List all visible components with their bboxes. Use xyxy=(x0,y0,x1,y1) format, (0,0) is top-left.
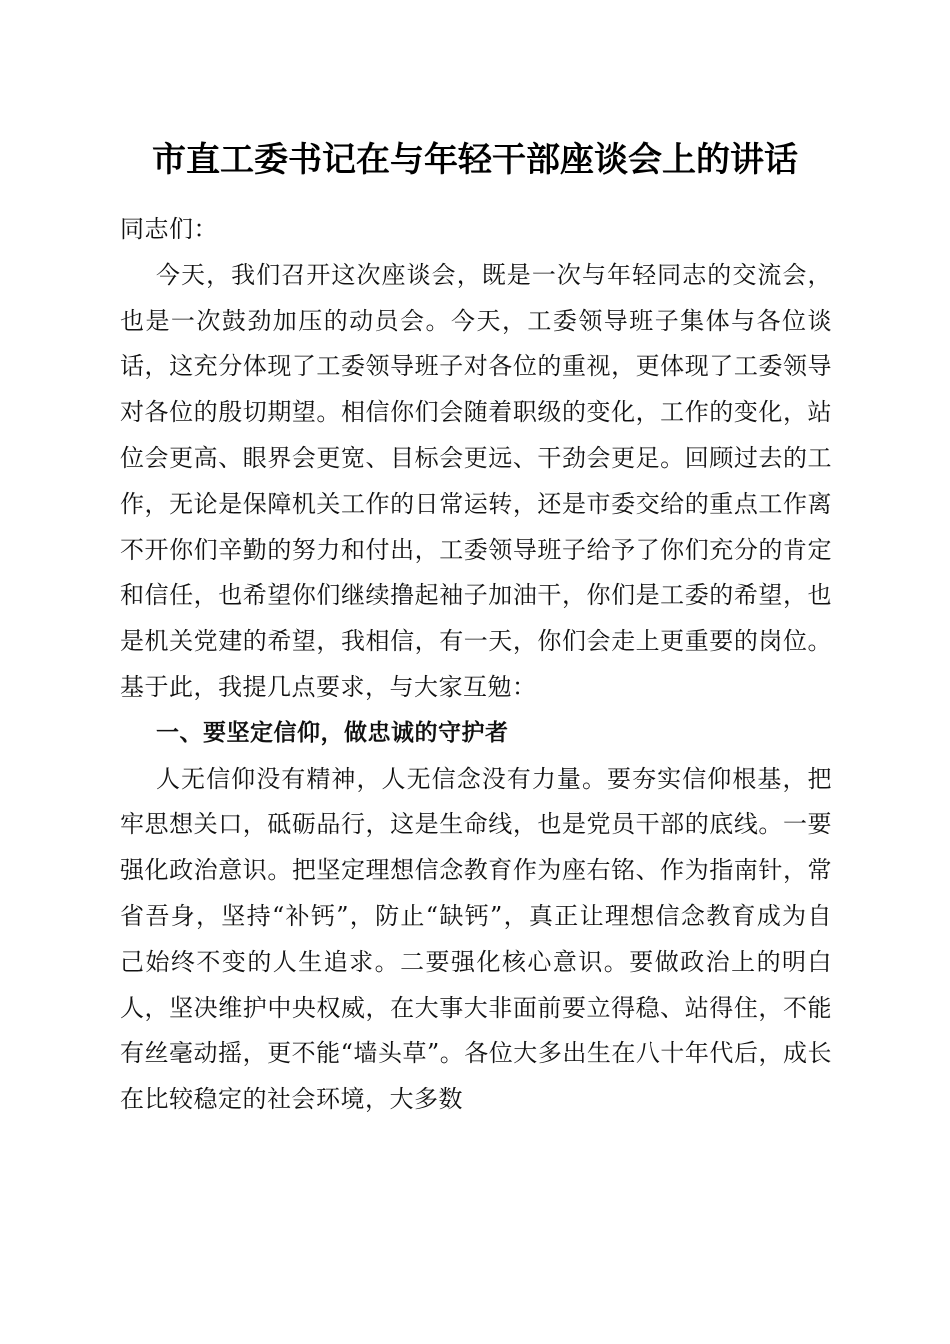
document-title: 市直工委书记在与年轻干部座谈会上的讲话 xyxy=(152,140,798,180)
section-heading-1: 一、要坚定信仰，做忠诚的守护者 xyxy=(156,719,509,746)
salutation: 同志们： xyxy=(120,215,218,243)
intro-paragraph: 今天，我们召开这次座谈会，既是一次与年轻同志的交流会，也是一次鼓劲加压的动员会。今天，工委领导班子集体与各位谈话，这充分体现了工委领导班子对各位的重视，更体现了工委领导对各位的殷切期望。相信你们会随着职级的变化，工作的变化，站位会更高、眼界会更宽、目标会更远、干劲会更足。回顾过去的工作，无论是保障机关工作的日常运转，还是市委交给的重点工作离不开你们辛勤的努力和付出，工委领导班子给予了你们充分的肯定和信任，也希望你们继续撸起袖子加油干，你们是工委的希望，也是机关党建的希望，我相信，有一天，你们会走上更重要的岗位。基于此，我提几点要求，与大家互勉： xyxy=(120,260,832,701)
section-1-paragraph: 人无信仰没有精神，人无信念没有力量。要夯实信仰根基，把牢思想关口，砥砺品行，这是生命线，也是党员干部的底线。一要强化政治意识。把坚定理想信念教育作为座右铭、作为指南针，常省吾身，坚持“补钙”，防止“缺钙”，真正让理想信念教育成为自己始终不变的人生追求。二要强化核心意识。要做政治上的明白人，坚决维护中央权威，在大事大非面前要立得稳、站得住，不能有丝毫动摇，更不能“墙头草”。各位大多出生在八十年代后，成长在比较稳定的社会环境，大多数 xyxy=(120,764,832,1114)
document-body xyxy=(120,207,832,1123)
